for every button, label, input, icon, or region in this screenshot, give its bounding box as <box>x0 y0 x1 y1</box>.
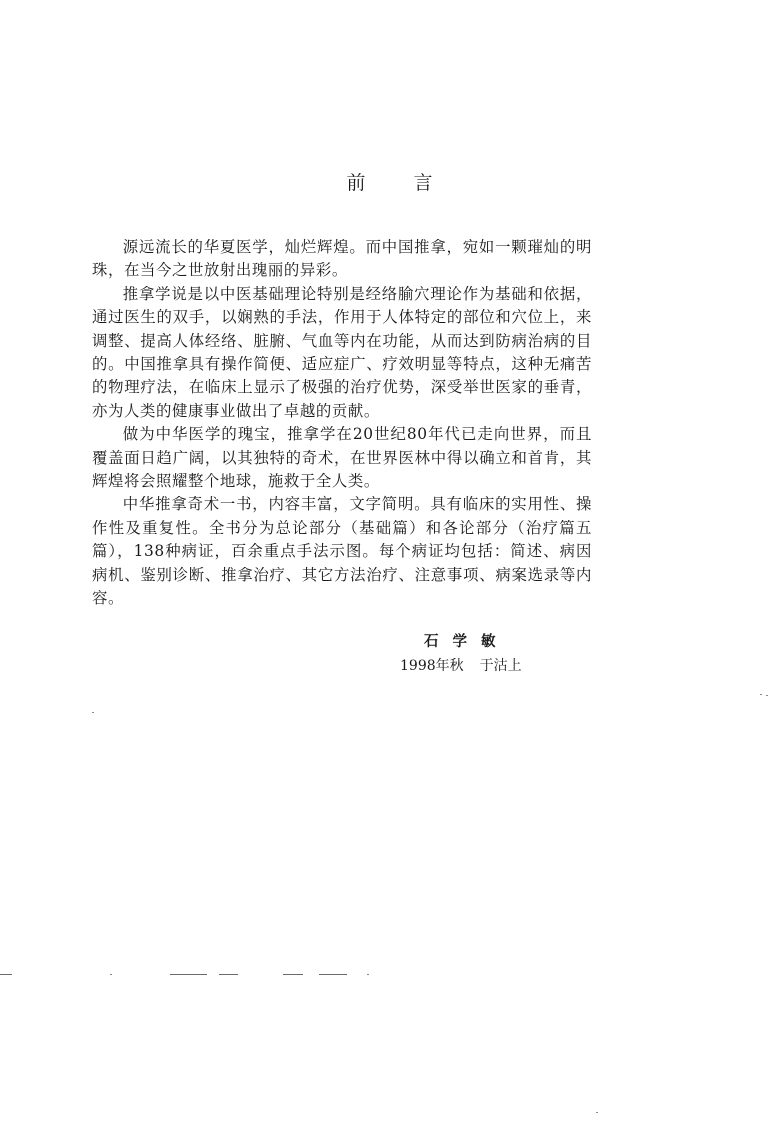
scan-artifact <box>596 1112 598 1113</box>
signature-place: 于沽上 <box>479 658 522 674</box>
scan-artifact-line <box>170 974 207 975</box>
scan-artifact <box>766 695 768 696</box>
title-char-2: 言 <box>413 172 433 194</box>
scan-artifact <box>367 974 369 975</box>
page-title <box>0 168 779 195</box>
signature-date-line <box>400 654 560 678</box>
signature-date: 1998年秋 <box>400 658 464 674</box>
paragraph-2: 推拿学说是以中医基础理论特别是经络腧穴理论作为基础和依据，通过医生的双手，以娴熟的手法，作用于人体特定的部位和穴位上，来调整、提高人体经络、脏腑、气血等内在功能，从而达到防病治病的目的。中国推拿具有操作简便、适应症广、疗效明显等特点，这种无痛苦的物理疗法，在临床上显示了极强的治疗优势，深受举世医家的垂青，亦为人类的健康事业做出了卓越的贡献。 <box>92 284 592 420</box>
author-name: 石学敏 <box>424 633 510 650</box>
paragraph-3: 做为中华医学的瑰宝，推拿学在20世纪80年代已走向世界，而且覆盖面日趋广阔，以其独特的奇术，在世界医林中得以确立和首肯，其辉煌将会照耀整个地球，施救于全人类。 <box>92 425 592 491</box>
preface-body <box>92 236 592 611</box>
scan-artifact <box>110 974 112 975</box>
signature-block <box>400 630 560 678</box>
scan-artifact <box>760 694 762 695</box>
scan-artifact-line <box>0 974 12 975</box>
scan-artifact-line <box>219 974 238 975</box>
scan-artifact-line <box>319 974 347 975</box>
paragraph-4: 中华推拿奇术一书，内容丰富，文字简明。具有临床的实用性、操作性及重复性。全书分为总论部分（基础篇）和各论部分（治疗篇五篇），138种病证，百余重点手法示图。每个病证均包括：简述、病因病机、鉴别诊断、推拿治疗、其它方法治疗、注意事项、病案选录等内容。 <box>92 495 592 608</box>
scan-artifact <box>92 712 94 713</box>
paragraph-1: 源远流长的华夏医学，灿烂辉煌。而中国推拿，宛如一颗璀灿的明珠，在当今之世放射出瑰丽的异彩。 <box>92 238 592 280</box>
title-char-1: 前 <box>346 172 366 194</box>
scan-artifact-line <box>283 974 303 975</box>
